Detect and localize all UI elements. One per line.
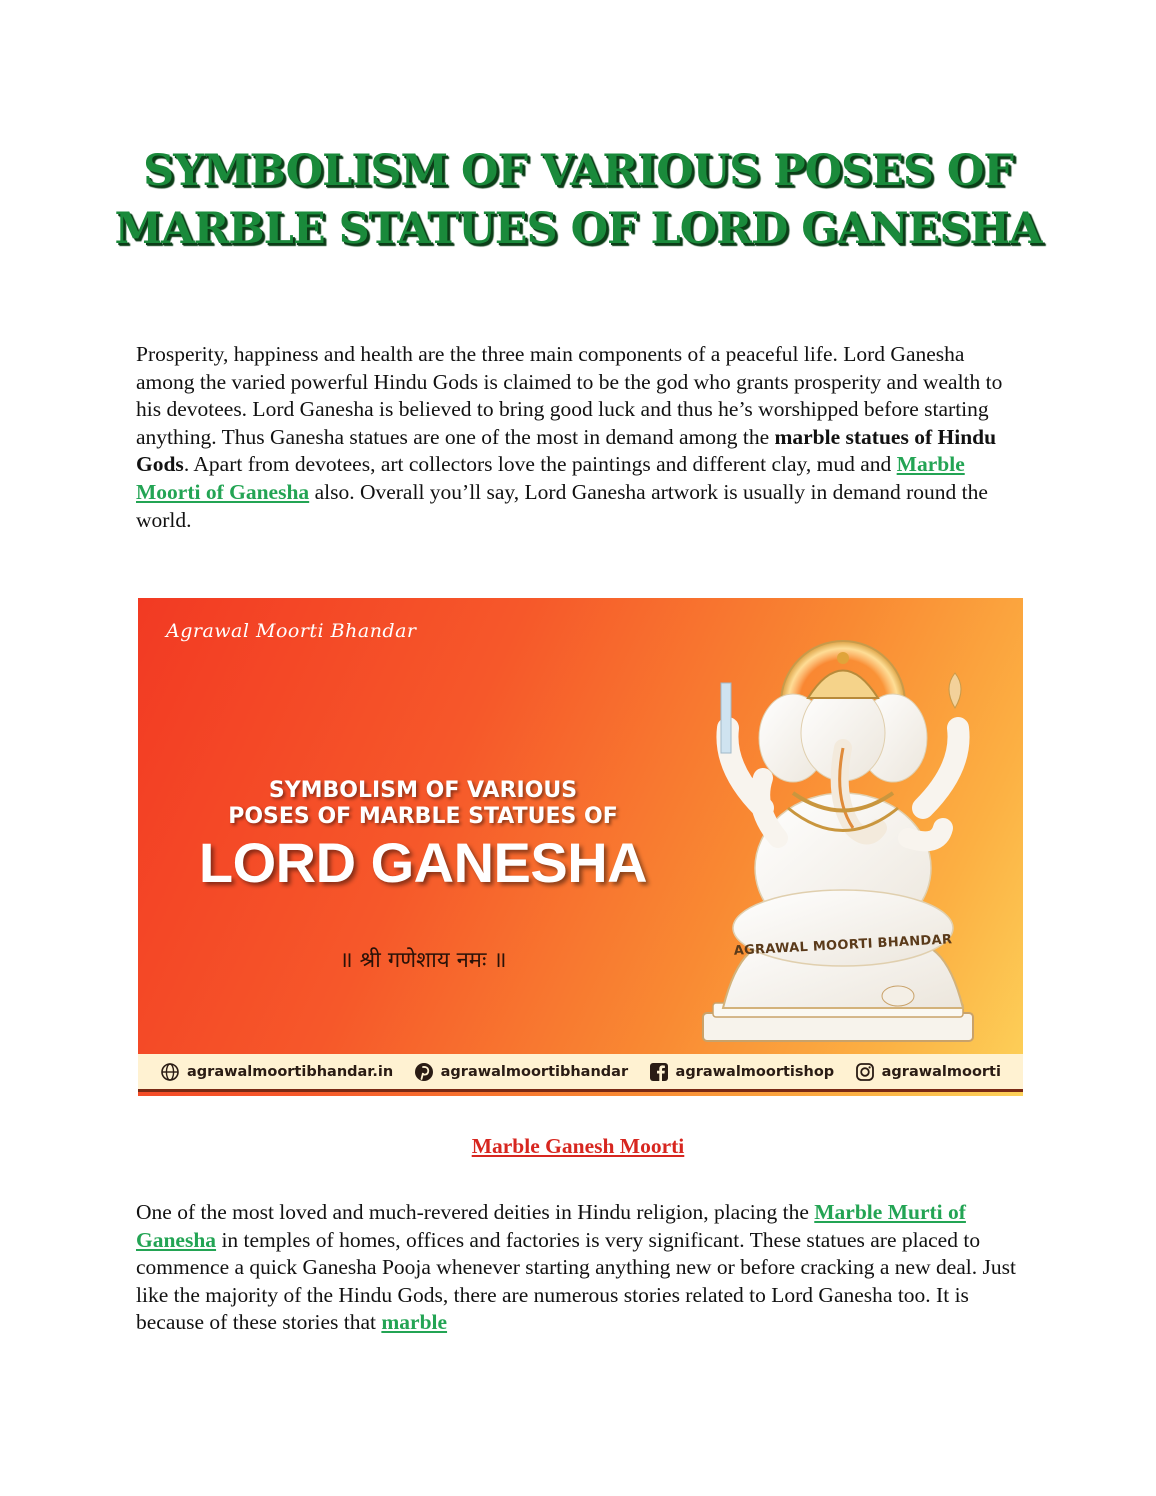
instagram-icon (855, 1062, 875, 1082)
globe-icon (160, 1062, 180, 1082)
social-instagram (855, 1062, 1001, 1082)
title-line-2: MARBLE STATUES OF LORD GANESHA (114, 204, 1042, 254)
intro-bold-text: marble statues of Hindu Gods (136, 424, 997, 477)
marble-murti-link[interactable]: Marble Murti of Ganesha (136, 1200, 966, 1252)
document-title (100, 142, 1056, 258)
facebook-icon (649, 1062, 669, 1082)
facebook-text: agrawalmoortishop (675, 1063, 835, 1080)
ganesha-statue-illustration (693, 628, 993, 1053)
intro-text-1: Prosperity, happiness and health are the three main components of a peaceful life. Lord Ganesha among the varied powerful Hindu Gods is claimed to be the god who grants prosperity and wealth to his devotees. Lord Ganesha is believed to bring good luck and thus he’s worshipped before starting anything. Thus Ganesha statues are one of the most in demand among the (136, 342, 1003, 449)
social-pinterest (414, 1062, 628, 1082)
marble-link[interactable]: marble (381, 1310, 448, 1335)
intro-paragraph (136, 341, 1026, 534)
social-website (160, 1062, 393, 1082)
banner-sanskrit-mantra: ॥ श्री गणेशाय नमः ॥ (339, 948, 507, 973)
body-text-2: in temples of homes, offices and factories is very significant. These statues are placed to commence a quick Ganesha Pooja whenever starting anything new or before cracking a new deal. Just like the majority of the Hindu Gods, there are numerous stories related to Lord Ganesha too. It is because of these stories that (136, 1227, 1016, 1335)
body-paragraph (136, 1199, 1026, 1337)
pinterest-icon (414, 1062, 434, 1082)
title-line-1: SYMBOLISM OF VARIOUS POSES OF (143, 146, 1013, 196)
banner-heading-big: LORD GANESHA (198, 831, 648, 894)
social-facebook (649, 1062, 835, 1082)
banner-image (138, 598, 1023, 1096)
website-text: agrawalmoortibhandar.in (187, 1063, 394, 1080)
pinterest-text: agrawalmoortibhandar (440, 1063, 629, 1080)
banner-heading-line-1: SYMBOLISM OF VARIOUS (268, 778, 578, 803)
intro-text-3: also. Overall you’ll say, Lord Ganesha artwork is usually in demand round the world. (136, 479, 988, 532)
statue-base-label: AGRAWAL MOORTI BHANDAR (733, 932, 953, 959)
marble-moorti-link[interactable]: Marble Moorti of Ganesha (136, 452, 965, 504)
banner-heading-line-2: POSES OF MARBLE STATUES OF (228, 804, 618, 829)
instagram-text: agrawalmoorti (881, 1063, 1001, 1080)
intro-text-2: . Apart from devotees, art collectors love the paintings and different clay, mud and (183, 452, 897, 477)
brand-logo-script: Agrawal Moorti Bhandar (166, 620, 417, 642)
banner-social-bar (138, 1054, 1023, 1092)
image-caption-link[interactable]: Marble Ganesh Moorti (471, 1134, 685, 1158)
body-text-1: One of the most loved and much-revered deities in Hindu religion, placing the (136, 1200, 815, 1224)
